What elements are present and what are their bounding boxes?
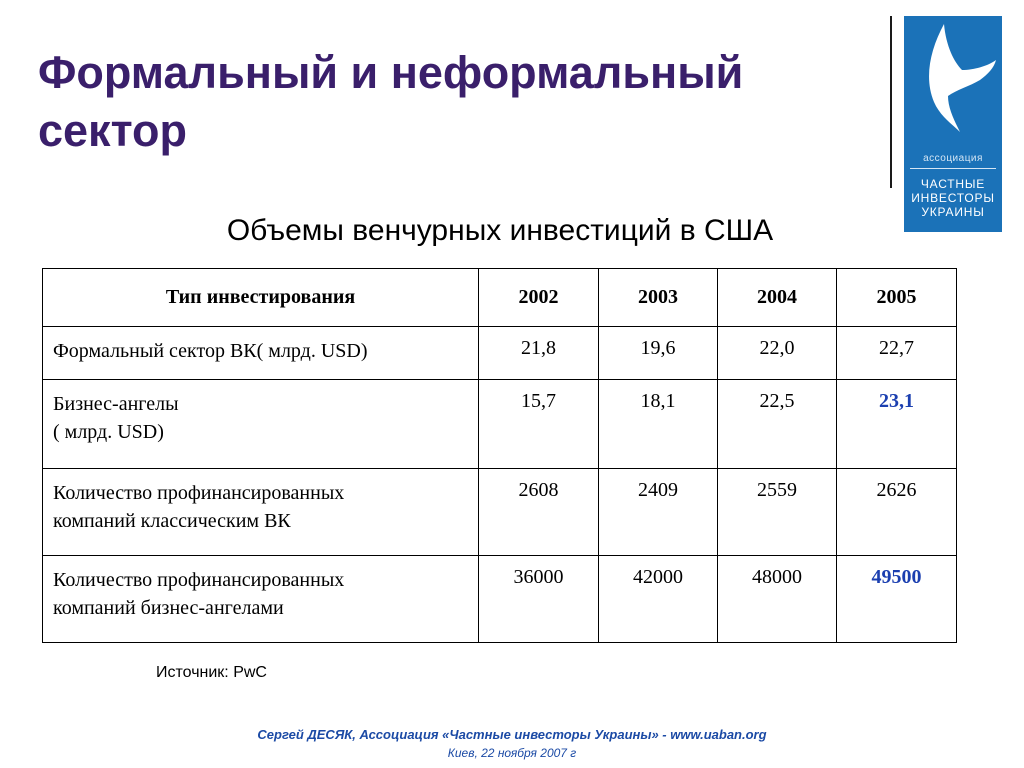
- logo-divider: [890, 16, 892, 188]
- header-year-2003: 2003: [599, 269, 718, 327]
- header-year-2005: 2005: [837, 269, 957, 327]
- table-cell-highlighted: 23,1: [837, 380, 957, 469]
- row-label: [43, 327, 479, 380]
- bird-icon: [904, 16, 1002, 156]
- table-cell: 2409: [599, 469, 718, 556]
- logo-name-line: УКРАИНЫ: [921, 205, 985, 219]
- header-year-2004: 2004: [718, 269, 837, 327]
- table-cell: 22,0: [718, 327, 837, 380]
- header-year-2002: 2002: [479, 269, 599, 327]
- table-cell: 22,7: [837, 327, 957, 380]
- footer-date: Киев, 22 ноября 2007 г: [447, 746, 577, 760]
- table-header-row: [43, 269, 957, 327]
- table-cell: 19,6: [599, 327, 718, 380]
- row-label-line1: Количество профинансированных: [53, 482, 345, 504]
- table-cell: 48000: [718, 556, 837, 643]
- table-row: [43, 556, 957, 643]
- logo-name: [904, 177, 1002, 219]
- row-label-line1: Формальный сектор ВК( млрд. USD): [53, 340, 368, 362]
- table-cell: 22,5: [718, 380, 837, 469]
- source-note: Источник: PwC: [156, 664, 267, 681]
- table-cell: 42000: [599, 556, 718, 643]
- slide-title-line2: сектор: [38, 105, 187, 156]
- slide-subtitle: Объемы венчурных инвестиций в США: [226, 214, 774, 247]
- row-label-line2: ( млрд. USD): [53, 421, 164, 443]
- row-label: [43, 469, 479, 556]
- table-cell: 2626: [837, 469, 957, 556]
- row-label: [43, 380, 479, 469]
- table-cell: 18,1: [599, 380, 718, 469]
- table-cell: 15,7: [479, 380, 599, 469]
- row-label-line2: компаний бизнес-ангелами: [53, 597, 284, 619]
- table-cell: 21,8: [479, 327, 599, 380]
- table-row: [43, 380, 957, 469]
- logo-name-line: ИНВЕСТОРЫ: [911, 191, 995, 205]
- logo-separator: [910, 168, 996, 169]
- table-cell: 36000: [479, 556, 599, 643]
- table-row: [43, 469, 957, 556]
- row-label-line2: компаний классическим ВК: [53, 510, 291, 532]
- row-label-line1: Количество профинансированных: [53, 569, 345, 591]
- slide-title: [38, 44, 858, 160]
- logo-small-text: ассоциация: [923, 153, 983, 164]
- row-label: [43, 556, 479, 643]
- header-investment-type: Тип инвестирования: [43, 269, 479, 327]
- table-cell: 2559: [718, 469, 837, 556]
- table-row: [43, 327, 957, 380]
- row-label-line1: Бизнес-ангелы: [53, 393, 179, 415]
- table-cell-highlighted: 49500: [837, 556, 957, 643]
- association-logo: [904, 16, 1002, 232]
- slide-title-line1: Формальный и неформальный: [38, 47, 744, 98]
- venture-investments-table: [42, 268, 957, 643]
- table-cell: 2608: [479, 469, 599, 556]
- logo-name-line: ЧАСТНЫЕ: [920, 177, 986, 191]
- footer-author: Сергей ДЕСЯК, Ассоциация «Частные инвесторы Украины» - www.uaban.org: [257, 727, 767, 742]
